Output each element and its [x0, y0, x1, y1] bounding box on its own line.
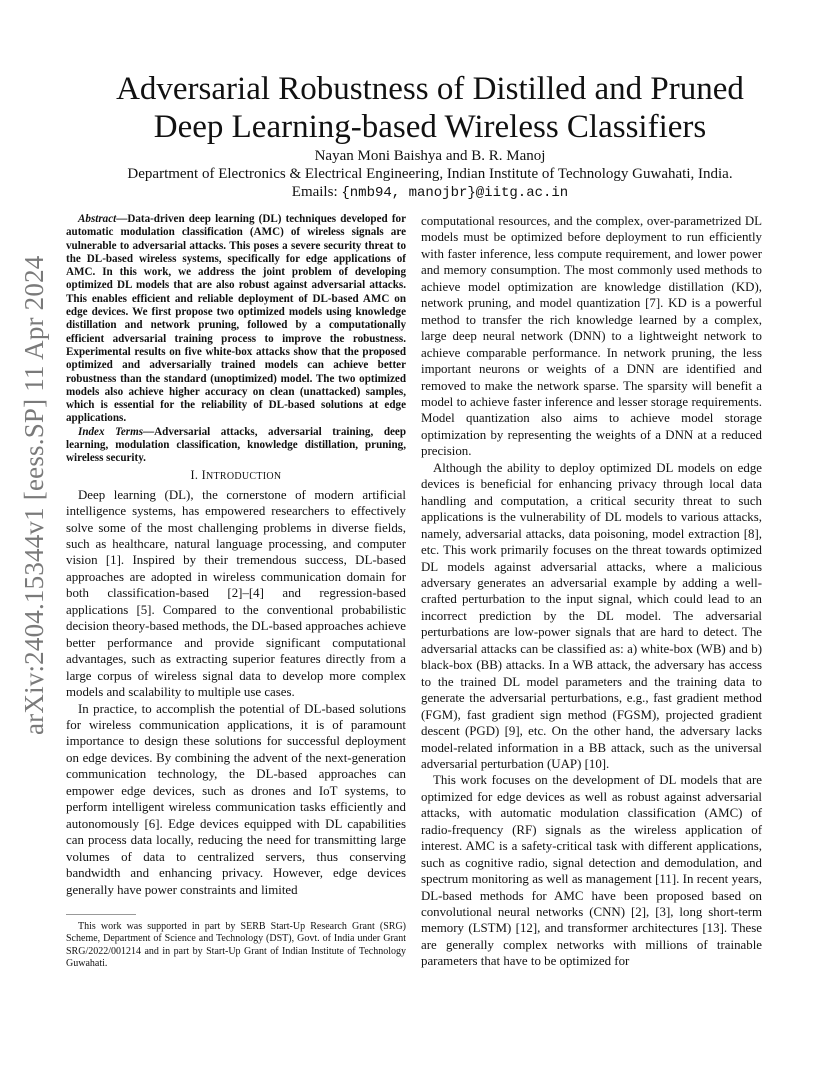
affiliation: Department of Electronics & Electrical Engineering, Indian Institute of Technology Guwahati, India.: [127, 166, 733, 182]
paper-title: [60, 70, 800, 146]
author-list: Nayan Moni Baishya and B. R. Manoj: [314, 148, 546, 164]
section-numeral: I.: [190, 467, 202, 482]
abstract-text: —Data-driven deep learning (DL) techniques developed for automatic modulation classification (AMC) of wireless signals are vulnerable to adversarial attacks. This poses a severe security threat to the DL-based wireless systems, specifically for edge applications of AMC. In this work, we address the joint problem of developing optimized DL models that are also robust against adversarial attacks. This enables efficient and reliable deployment of DL-based AMC on edge devices. We first propose two optimized models using knowledge distillation and network pruning, followed by a computationally efficient adversarial training process to improve the robustness. Experimental results on five white-box attacks show that the proposed optimized and adversarially trained models can achieve better robustness than the standard (unoptimized) model. The two optimized models also achieve higher accuracy on clean (unattacked) samples, which is essential for the reliability of DL-based solutions at edge applications.: [66, 213, 406, 425]
emails-value: {nmb94, manojbr}@iitg.ac.in: [341, 185, 569, 201]
emails-label: Emails:: [291, 184, 342, 200]
paragraph: computational resources, and the complex, over-parametrized DL models must be optimized before deployment to run efficiently with faster inference, less compute requirement, and lower power and memory consumption. The most commonly used methods to achieve model optimization are knowledge distillation (KD), network pruning, and model quantization [7]. KD is a powerful method to transfer the rich knowledge learned by a complex, large deep neural network (DNN) to a lightweight network to achieve comparable performance. In network pruning, the less important neurons or weights of a DNN are identified and removed to make the network sparse. The sparsity will benefit a model to achieve faster inference and lesser storage requirements. Model quantization also aims to achieve model storage optimization by representing the weights of a DNN at a reduced precision.: [421, 214, 762, 459]
footnote: This work was supported in part by SERB Start-Up Research Grant (SRG) Scheme, Department of Science and Technology (DST), Govt. of India under Grant SRG/2022/001214 and in part by Start-Up Grant of Indian Institute of Technology Guwahati.: [66, 921, 406, 969]
index-terms: [66, 426, 406, 466]
title-line-1: Adversarial Robustness of Distilled and Pruned: [116, 71, 744, 107]
author-emails: [60, 184, 800, 201]
section-first-letter: I: [201, 467, 206, 482]
left-column: [66, 213, 406, 898]
section-heading-introduction: [66, 468, 406, 483]
paragraph: In practice, to accomplish the potential of DL-based solutions for wireless communication applications, it is of paramount importance to design these solutions for successful deployment on edge devices. By combining the advent of the next-generation communication technology, the DL-based approaches can empower edge devices, such as drones and IoT systems, to perform intelligent wireless communication tasks efficiently and autonomously [6]. Edge devices equipped with DL capabilities can process data locally, reducing the need for transmitting large volumes of data to centralized servers, thus conserving bandwidth and enhancing privacy. However, edge devices generally have power constraints and limited: [66, 701, 406, 897]
title-line-2: Deep Learning-based Wireless Classifiers: [153, 109, 707, 145]
abstract-label: Abstract: [78, 213, 117, 225]
index-terms-text: —Adversarial attacks, adversarial training, deep learning, modulation classification, knowledge distillation, pruning, wireless security.: [66, 425, 407, 465]
footnote-rule: [66, 914, 136, 915]
paragraph: Deep learning (DL), the cornerstone of modern artificial intelligence systems, has empowered researchers to effectively solve some of the most challenging problems in diverse fields, such as healthcare, natural language processing, and computer vision [1]. Inspired by their tremendous success, DL-based approaches are adopted in wireless communication domain for both classification-based [2]–[4] and regression-based applications [5]. Compared to the conventional probabilistic decision theory-based methods, the DL-based approaches achieve better performance and provide significant computational advantages, such as extracting superior features directly from a large corpus of wireless signal data to develop more complex models and scalability to multiple use cases.: [66, 487, 406, 700]
right-column: [421, 213, 762, 970]
paragraph: Although the ability to deploy optimized DL models on edge devices is beneficial for enhancing privacy through local data handling and computation, a critical security threat to such applications is the vulnerability of DL models to various attacks, namely, adversarial attacks, data poisoning, model extraction [8], etc. This work primarily focuses on the threat towards optimized DL models against adversarial attacks, where a malicious adversary generates an adversarial example by adding a well-crafted perturbation to the input signal, which could lead to an incorrect prediction by the DL model. The adversarial perturbations are low-power signals that are hard to detect. The adversarial attacks can be classified as: a) white-box (WB) and b) black-box (BB) attacks. In a WB attack, the adversary has access to the trained DL model parameters and the training data to generate the adversarial perturbations, e.g., fast gradient method (FGM), fast gradient sign method (FGSM), projected gradient descent (PGD) [9], etc. On the other hand, the adversary lacks model-related information in a BB attack, such as the universal adversarial perturbation (UAP) [10].: [421, 460, 762, 771]
index-terms-label: Index Terms: [78, 425, 144, 438]
paragraph: This work focuses on the development of DL models that are optimized for edge devices as well as robust against adversarial attacks, with automatic modulation classification (AMC) of radio-frequency (RF) signals as the wireless application of interest. AMC is a safety-critical task with different applications, such as cognitive radio, signal detection and demodulation, and spectrum monitoring as well as management [11]. In recent years, DL-based methods for AMC have been proposed based on convolutional neural networks (CNN) [2], [3], long short-term memory (LSTM) [12], and transformer architectures [13]. These are generally complex networks with millions of trainable parameters that have to be optimized for: [421, 773, 762, 969]
section-title-rest: NTRODUCTION: [205, 470, 282, 482]
arxiv-identifier: arXiv:2404.15344v1 [eess.SP] 11 Apr 2024: [19, 255, 49, 735]
abstract: [66, 213, 406, 426]
